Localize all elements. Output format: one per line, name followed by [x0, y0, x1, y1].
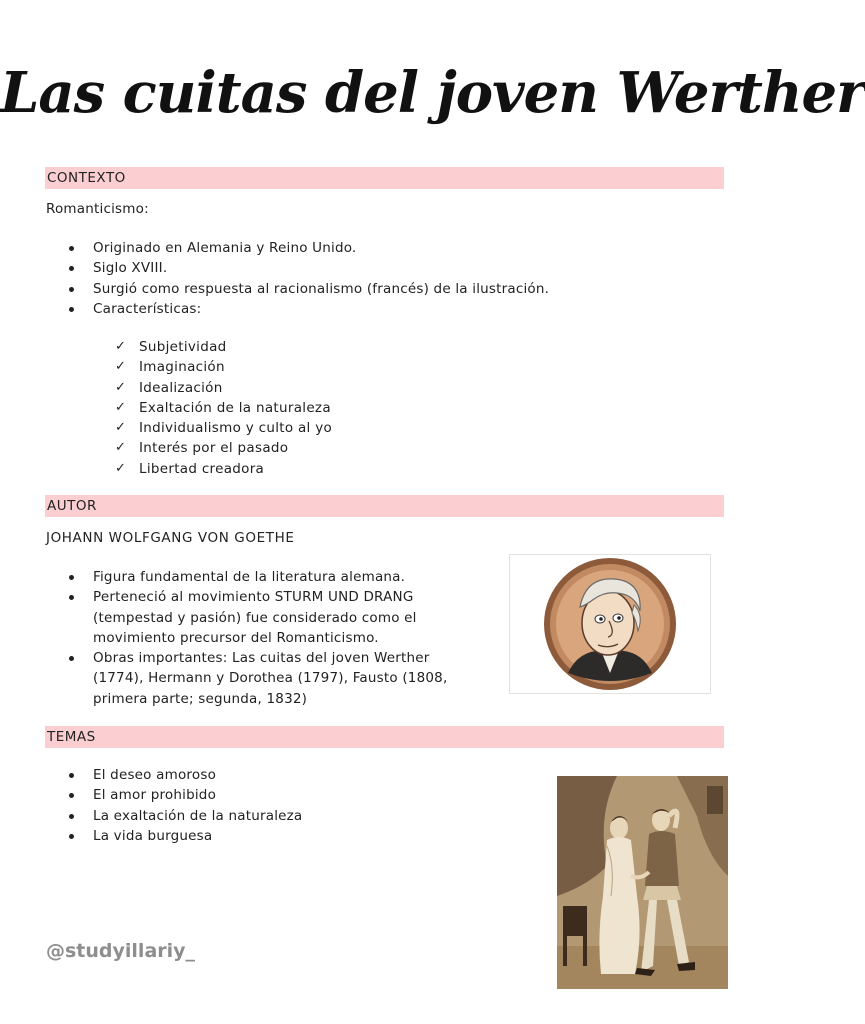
- author-name: JOHANN WOLFGANG VON GOETHE: [46, 530, 295, 546]
- bullet-icon: [69, 266, 74, 271]
- bullet-icon: [69, 246, 74, 251]
- list-item: La vida burguesa: [45, 826, 485, 846]
- checklist-item: ✓ Imaginación: [115, 357, 435, 377]
- autor-bullet-list: [45, 567, 485, 709]
- contexto-bullet-list: [45, 238, 685, 319]
- list-item: Perteneció al movimiento STURM UND DRANG (tempestad y pasión) fue considerado como el movimiento precursor del Romanticismo.: [45, 587, 485, 648]
- author-watermark: @studyillariy_: [46, 940, 196, 962]
- checkmark-icon: ✓: [115, 339, 127, 354]
- bullet-icon: [69, 595, 74, 600]
- checkmark-icon: ✓: [115, 359, 127, 375]
- list-item: Surgió como respuesta al racionalismo (francés) de la ilustración.: [45, 279, 685, 299]
- bullet-icon: [69, 307, 74, 312]
- bullet-icon: [69, 814, 74, 819]
- section-heading-autor: AUTOR: [45, 495, 724, 517]
- bullet-icon: [69, 287, 74, 292]
- list-item: La exaltación de la naturaleza: [45, 806, 485, 826]
- bullet-icon: [69, 575, 74, 580]
- goethe-portrait-image: [509, 554, 711, 694]
- checklist-item: ✓ Idealización: [115, 378, 435, 398]
- list-item: El deseo amoroso: [45, 765, 485, 785]
- werther-engraving-image: [557, 776, 728, 989]
- section-heading-contexto: CONTEXTO: [45, 167, 724, 189]
- checklist-item: ✓ Subjetividad: [115, 337, 435, 357]
- list-item: Características:: [45, 299, 685, 319]
- list-item: Originado en Alemania y Reino Unido.: [45, 238, 685, 258]
- goethe-caricature-illustration: [510, 555, 710, 693]
- werther-lotte-illustration: [557, 776, 728, 989]
- checkmark-icon: ✓: [115, 440, 127, 456]
- checkmark-icon: ✓: [115, 420, 127, 436]
- bullet-icon: [69, 656, 74, 661]
- list-item: Siglo XVIII.: [45, 258, 685, 278]
- temas-bullet-list: [45, 765, 485, 846]
- list-item: Figura fundamental de la literatura alemana.: [45, 567, 485, 587]
- checklist-item: ✓ Libertad creadora: [115, 459, 435, 479]
- bullet-icon: [69, 793, 74, 798]
- caracteristicas-checklist: [115, 337, 435, 479]
- checklist-item: ✓ Interés por el pasado: [115, 438, 435, 458]
- checkmark-icon: ✓: [115, 460, 127, 476]
- section-heading-temas: TEMAS: [45, 726, 724, 748]
- list-item: El amor prohibido: [45, 785, 485, 805]
- contexto-intro: Romanticismo:: [46, 201, 149, 217]
- checkmark-icon: ✓: [115, 379, 127, 395]
- page-title: Las cuitas del joven Werther: [0, 60, 865, 126]
- list-item: Obras importantes: Las cuitas del joven Werther (1774), Hermann y Dorothea (1797), Fausto (1808, primera parte; segunda, 1832): [45, 648, 485, 709]
- bullet-icon: [69, 834, 74, 839]
- checkmark-icon: ✓: [115, 399, 127, 415]
- bullet-icon: [69, 773, 74, 778]
- checklist-item: ✓ Exaltación de la naturaleza: [115, 398, 435, 418]
- checklist-item: ✓ Individualismo y culto al yo: [115, 418, 435, 438]
